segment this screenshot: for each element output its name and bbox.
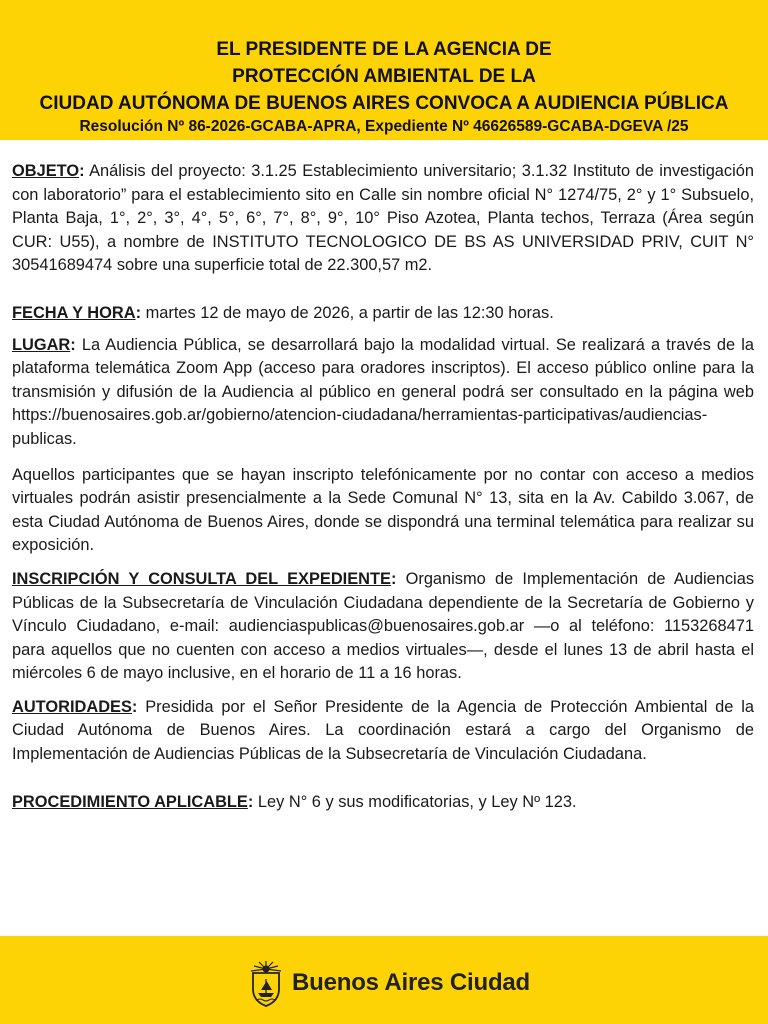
buenos-aires-ciudad-logo [248, 955, 530, 1011]
presencial-text: Aquellos participantes que se hayan inscripto telefónicamente por no contar con acceso a medios virtuales podrán asistir presencialmente a la Sede Comunal N° 13, sita en la Av. Cabildo 3.067, de esta Ciudad Autónoma de Buenos Aires, donde se dispondrá una terminal telemática para realizar su exposición. [12, 465, 754, 555]
section-inscripcion [12, 568, 754, 686]
inscripcion-text: Organismo de Implementación de Audiencias Públicas de la Subsecretaría de Vinculación Ciudadana dependiente de la Secretaría de Gobierno y Vínculo Ciudadano, e-mail: audienciaspublicas@buenosaires.gob.ar —o al teléfono: 1153268471 para aquellos que no cuenten con acceso a medios virtuales—, desde el lunes 13 de abril hasta el miércoles 6 de mayo inclusive, en el horario de 11 a 16 horas. [12, 569, 755, 683]
fecha-colon: : [135, 303, 142, 322]
inscripcion-colon: : [390, 569, 397, 588]
autoridades-text: Presidida por el Señor Presidente de la Agencia de Protección Ambiental de la Ciudad Autónoma de Buenos Aires. La coordinación estará a cargo del Organismo de Implementación de Audiencias Públicas de la Subsecretaría de Vinculación Ciudadana. [12, 697, 754, 764]
notice-body [12, 160, 754, 814]
title-line-3: CIUDAD AUTÓNOMA DE BUENOS AIRES CONVOCA A AUDIENCIA PÚBLICA [39, 93, 729, 114]
section-objeto [12, 160, 754, 278]
section-presencial [12, 464, 754, 558]
procedimiento-label: PROCEDIMIENTO APLICABLE [12, 792, 248, 811]
header-banner [0, 0, 768, 140]
footer-banner [0, 936, 768, 1024]
lugar-text: La Audiencia Pública, se desarrollará bajo la modalidad virtual. Se realizará a través de la plataforma telemática Zoom App (acceso para oradores inscriptos). El acceso público online para la transmisión y difusión de la Audiencia al público en general podrá ser consultado en la página web https://buenosaires.gob.ar/gobierno/atencion-ciudadana/herramientas-participativas/audiencias-publicas. [12, 335, 754, 448]
section-lugar [12, 334, 754, 452]
lugar-label: LUGAR [12, 335, 71, 354]
logo-text: Buenos Aires Ciudad [292, 969, 531, 996]
objeto-label: OBJETO [12, 162, 80, 180]
objeto-colon: : [79, 162, 85, 180]
section-autoridades [12, 696, 754, 767]
section-procedimiento [12, 791, 754, 815]
title-line-2: PROTECCIÓN AMBIENTAL DE LA [232, 66, 536, 87]
autoridades-label: AUTORIDADES [12, 697, 132, 716]
fecha-text: martes 12 de mayo de 2026, a partir de las 12:30 horas. [141, 303, 554, 322]
procedimiento-text: Ley N° 6 y sus modificatorias, y Ley Nº 123. [253, 792, 577, 811]
resolution-subtitle: Resolución Nº 86-2026-GCABA-APRA, Expediente Nº 46626589-GCABA-DGEVA /25 [79, 118, 689, 135]
objeto-text: Análisis del proyecto: 3.1.25 Establecimiento universitario; 3.1.32 Instituto de investigación con laboratorio” para el establecimiento sito en Calle sin nombre oficial N° 1274/75, 2° y 1° Subsuelo, Planta Baja, 1°, 2°, 3°, 4°, 5°, 6°, 7°, 8°, 9°, 10° Piso Azotea, Planta techos, Terraza (Área según CUR: U55), a nombre de INSTITUTO TECNOLOGICO DE BS AS UNIVERSIDAD PRIV, CUIT N° 30541689474 sobre una superficie total de 22.300,57 m2. [12, 162, 754, 275]
lugar-colon: : [70, 335, 76, 354]
procedimiento-colon: : [247, 792, 254, 811]
title-line-1: EL PRESIDENTE DE LA AGENCIA DE [216, 39, 552, 60]
section-fecha [12, 302, 754, 326]
inscripcion-label: INSCRIPCIÓN Y CONSULTA DEL EXPEDIENTE [12, 569, 391, 588]
autoridades-colon: : [131, 697, 138, 716]
fecha-label: FECHA Y HORA [12, 303, 136, 322]
city-coat-of-arms-icon [248, 959, 284, 1007]
